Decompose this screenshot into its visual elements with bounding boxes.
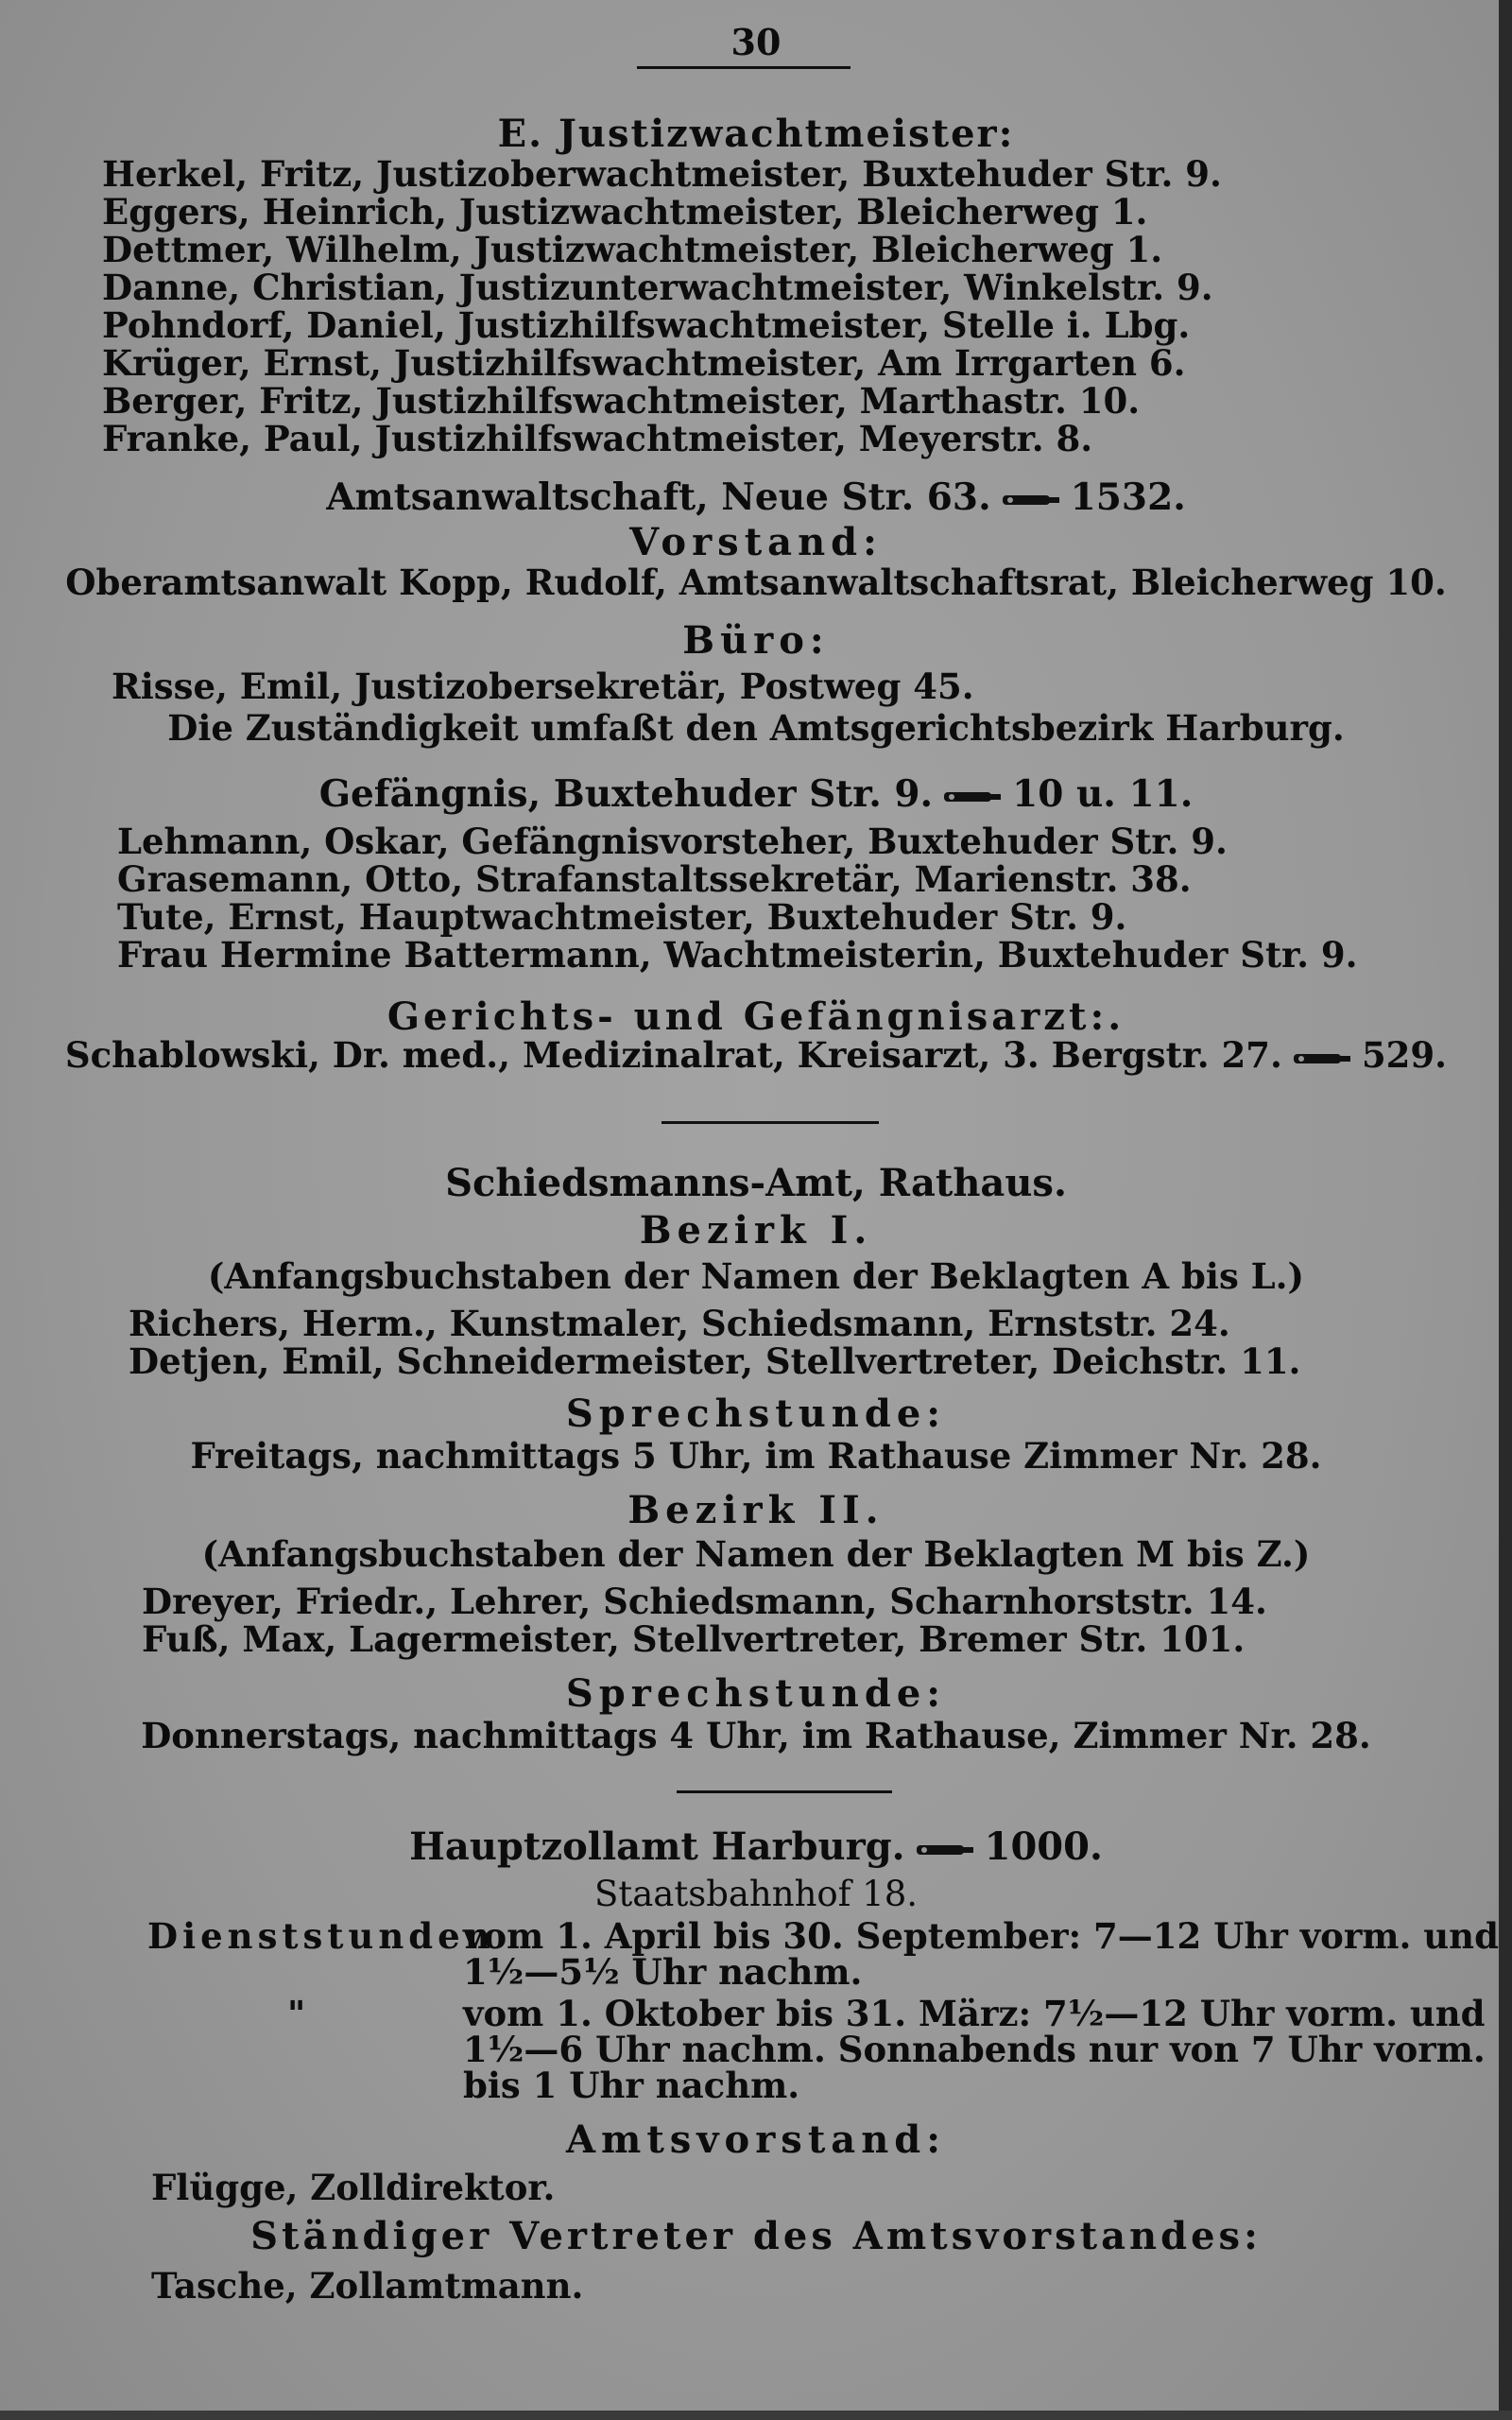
section-divider (677, 1790, 892, 1793)
dienststunden-line: vom 1. April bis 30. September: 7—12 Uhr vorm. und (463, 1915, 1499, 1957)
buero-heading: Büro: (682, 618, 830, 663)
amtsanwaltschaft-heading (0, 475, 1512, 519)
justiz-line: Danne, Christian, Justizunterwachtmeister, Winkelstr. 9. (102, 267, 1213, 308)
bezirk2-heading: Bezirk II. (627, 1488, 885, 1532)
amtsanwaltschaft-phone: 1532. (1070, 475, 1186, 519)
bezirk1-heading: Bezirk I. (639, 1208, 873, 1253)
vorstand-heading: Vorstand: (629, 520, 883, 564)
sprechstunde1-heading: Sprechstunde: (565, 1392, 947, 1436)
dienststunden-line: 1½—5½ Uhr nachm. (463, 1951, 863, 1993)
page-number-rule (637, 66, 850, 69)
vertreter-heading: Ständiger Vertreter des Amtsvorstandes: (250, 2214, 1262, 2258)
gefaengnis-heading (0, 772, 1512, 816)
telephone-icon (1292, 1048, 1352, 1069)
vorstand-line: Oberamtsanwalt Kopp, Rudolf, Amtsanwaltschaftsrat, Bleicherweg 10. (65, 562, 1447, 603)
zollamt-address: Staatsbahnhof 18. (594, 1874, 918, 1914)
amtsvorstand-line: Flügge, Zolldirektor. (151, 2167, 556, 2208)
page-number: 30 (730, 21, 782, 63)
amtsvorstand-heading: Amtsvorstand: (565, 2118, 947, 2162)
telephone-icon (942, 786, 1003, 807)
dienststunden-line: vom 1. Oktober bis 31. März: 7½—12 Uhr vorm. und (463, 1993, 1486, 2034)
sprechstunde2-line: Donnerstags, nachmittags 4 Uhr, im Rathause, Zimmer Nr. 28. (141, 1715, 1371, 1756)
gefaengnis-line: Tute, Ernst, Hauptwachtmeister, Buxtehuder Str. 9. (117, 896, 1127, 938)
arzt-line-text: Schablowski, Dr. med., Medizinalrat, Kreisarzt, 3. Bergstr. 27. (64, 1034, 1282, 1076)
amtsanwaltschaft-heading-text: Amtsanwaltschaft, Neue Str. 63. (326, 475, 991, 519)
sprechstunde2-heading: Sprechstunde: (565, 1671, 947, 1716)
arzt-heading: Gerichts- und Gefängnisarzt:. (387, 994, 1125, 1039)
bezirk1-line: Detjen, Emil, Schneidermeister, Stellvertreter, Deichstr. 11. (129, 1340, 1301, 1382)
arzt-line (0, 1036, 1512, 1074)
bezirk2-range: (Anfangsbuchstaben der Namen der Beklagten M bis Z.) (201, 1533, 1311, 1575)
buero-line: Risse, Emil, Justizobersekretär, Postweg 45. (112, 666, 974, 707)
arzt-phone: 529. (1361, 1034, 1448, 1076)
schiedsmann-heading-bold: Schiedsmanns-Amt, (445, 1161, 866, 1205)
vertreter-line: Tasche, Zollamtmann. (151, 2265, 584, 2307)
justiz-line: Herkel, Fritz, Justizoberwachtmeister, Buxtehuder Str. 9. (102, 153, 1222, 195)
zollamt-heading-text: Hauptzollamt Harburg. (409, 1824, 905, 1869)
justiz-line: Eggers, Heinrich, Justizwachtmeister, Bleicherweg 1. (102, 191, 1148, 233)
justiz-line: Pohndorf, Daniel, Justizhilfswachtmeister, Stelle i. Lbg. (102, 304, 1191, 346)
sprechstunde1-line: Freitags, nachmittags 5 Uhr, im Rathause Zimmer Nr. 28. (190, 1435, 1322, 1477)
justiz-heading: E. Justizwachtmeister: (497, 112, 1015, 156)
dienststunden-label: Dienststunden (147, 1915, 495, 1957)
gefaengnis-heading-text: Gefängnis, Buxtehuder Str. 9. (318, 772, 934, 816)
gefaengnis-phone: 10 u. 11. (1012, 772, 1194, 816)
gefaengnis-line: Grasemann, Otto, Strafanstaltssekretär, Marienstr. 38. (117, 858, 1192, 900)
section-divider (662, 1121, 879, 1124)
bezirk2-line: Dreyer, Friedr., Lehrer, Schiedsmann, Scharnhorststr. 14. (142, 1581, 1267, 1622)
zollamt-phone: 1000. (984, 1824, 1103, 1869)
telephone-icon (915, 1840, 975, 1860)
dienststunden-line: 1½—6 Uhr nachm. Sonnabends nur von 7 Uhr vorm. (463, 2029, 1486, 2070)
bezirk1-range: (Anfangsbuchstaben der Namen der Beklagten A bis L.) (207, 1255, 1305, 1297)
justiz-line: Franke, Paul, Justizhilfswachtmeister, Meyerstr. 8. (102, 418, 1093, 459)
gefaengnis-line: Frau Hermine Battermann, Wachtmeisterin, Buxtehuder Str. 9. (117, 934, 1358, 976)
justiz-line: Krüger, Ernst, Justizhilfswachtmeister, Am Irrgarten 6. (102, 342, 1186, 384)
zollamt-heading (0, 1824, 1512, 1869)
dienststunden-line: bis 1 Uhr nachm. (463, 2065, 800, 2106)
ditto-mark: " (287, 1993, 306, 2034)
schiedsmann-heading (0, 1161, 1512, 1205)
zustaendigkeit-note: Die Zuständigkeit umfaßt den Amtsgerichtsbezirk Harburg. (167, 707, 1345, 749)
telephone-icon (1001, 490, 1061, 510)
justiz-line: Berger, Fritz, Justizhilfswachtmeister, Marthastr. 10. (102, 380, 1141, 422)
page-edge-bottom (0, 2411, 1512, 2420)
schiedsmann-heading-rest: Rathaus. (878, 1161, 1067, 1205)
justiz-line: Dettmer, Wilhelm, Justizwachtmeister, Bleicherweg 1. (102, 229, 1163, 270)
gefaengnis-line: Lehmann, Oskar, Gefängnisvorsteher, Buxtehuder Str. 9. (117, 821, 1228, 862)
bezirk1-line: Richers, Herm., Kunstmaler, Schiedsmann, Ernststr. 24. (129, 1303, 1230, 1344)
bezirk2-line: Fuß, Max, Lagermeister, Stellvertreter, Bremer Str. 101. (142, 1618, 1246, 1660)
